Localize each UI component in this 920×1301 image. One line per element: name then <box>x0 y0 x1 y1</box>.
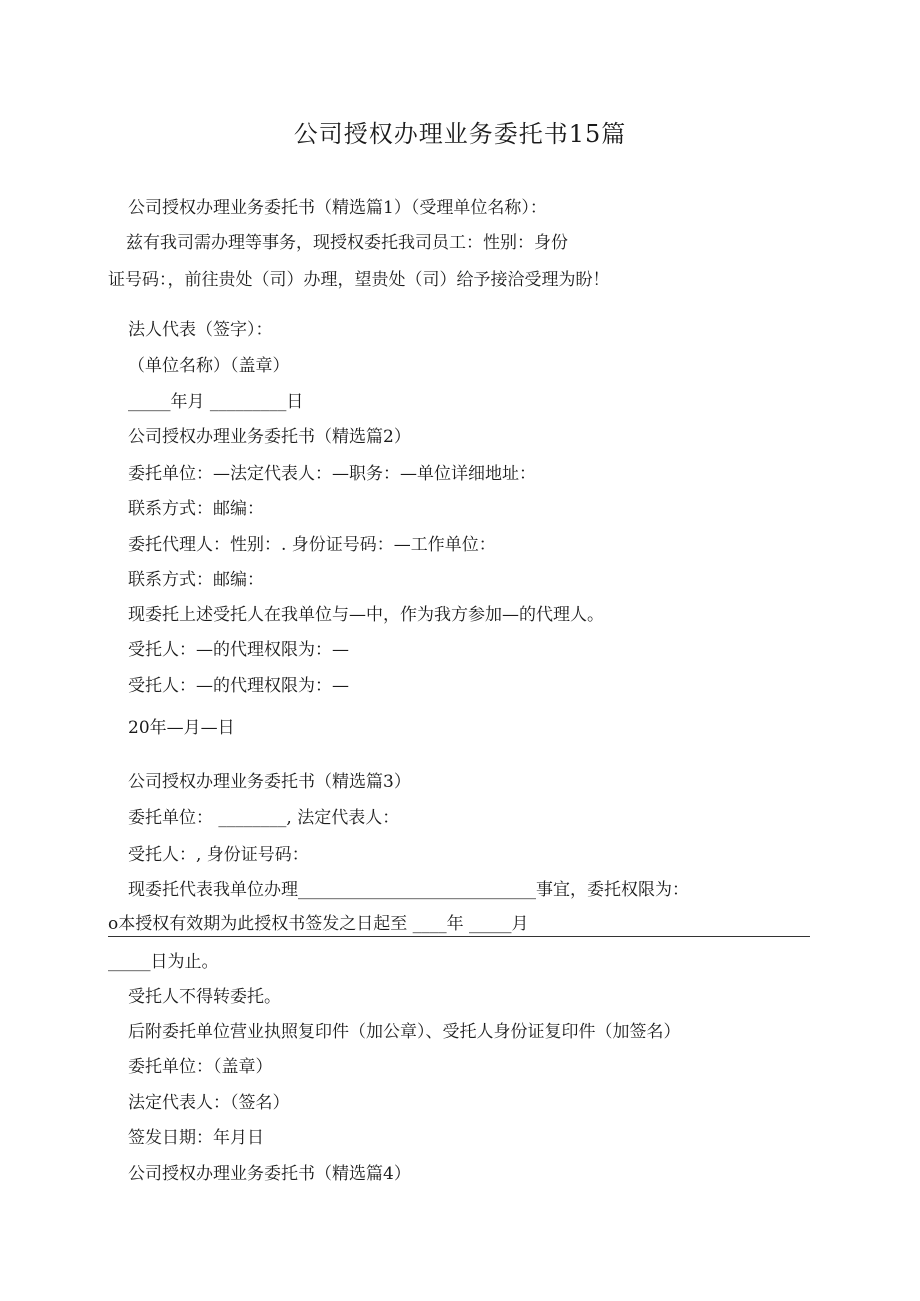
text-line: 联系方式：邮编： <box>128 499 264 519</box>
section-heading: 公司授权办理业务委托书（精选篇2） <box>128 427 411 447</box>
text-line: 受托人：—的代理权限为：— <box>128 676 349 696</box>
text-line: _____日为止。 <box>108 952 219 972</box>
divider-line <box>108 936 810 937</box>
text-line: （单位名称）（盖章） <box>128 356 290 376</box>
text-line: 联系方式：邮编： <box>128 570 264 590</box>
text-line: 受托人：—的代理权限为：— <box>128 640 349 660</box>
text-line: _____年月 _________日 <box>128 392 304 412</box>
text-line: 委托单位：（盖章） <box>128 1057 273 1077</box>
text-line: 证号码：，前往贵处（司）办理，望贵处（司）给予接洽受理为盼！ <box>108 270 610 290</box>
text-line: 委托单位：—法定代表人：—职务：—单位详细地址： <box>128 464 536 484</box>
text-line: 现委托代表我单位办理____________________________事宜，委托权限为： <box>128 880 689 900</box>
text-line: 20年—月—日 <box>128 718 235 738</box>
text-line: 现委托上述受托人在我单位与—中，作为我方参加—的代理人。 <box>128 605 604 625</box>
text-line: 兹有我司需办理等事务，现授权委托我司员工：性别：身份 <box>126 233 568 253</box>
text-line: o本授权有效期为此授权书签发之日起至 ____年 _____月 <box>108 914 529 934</box>
text-line: 委托代理人：性别：. 身份证号码：—工作单位： <box>128 535 496 555</box>
text-line: 委托单位： ________, 法定代表人： <box>128 808 400 828</box>
text-line: 后附委托单位营业执照复印件（加公章）、受托人身份证复印件（加签名） <box>128 1022 681 1042</box>
text-line: 受托人：, 身份证号码： <box>128 845 309 865</box>
section-heading: 公司授权办理业务委托书（精选篇3） <box>128 772 411 792</box>
text-line: 法人代表（签字）： <box>128 320 273 340</box>
document-title: 公司授权办理业务委托书15篇 <box>293 120 627 148</box>
section-heading: 公司授权办理业务委托书（精选篇4） <box>128 1164 411 1184</box>
text-line: 公司授权办理业务委托书（精选篇1）（受理单位名称）： <box>128 198 547 218</box>
text-line: 签发日期：年月日 <box>128 1128 264 1148</box>
text-line: 受托人不得转委托。 <box>128 987 281 1007</box>
text-line: 法定代表人：（签名） <box>128 1093 290 1113</box>
